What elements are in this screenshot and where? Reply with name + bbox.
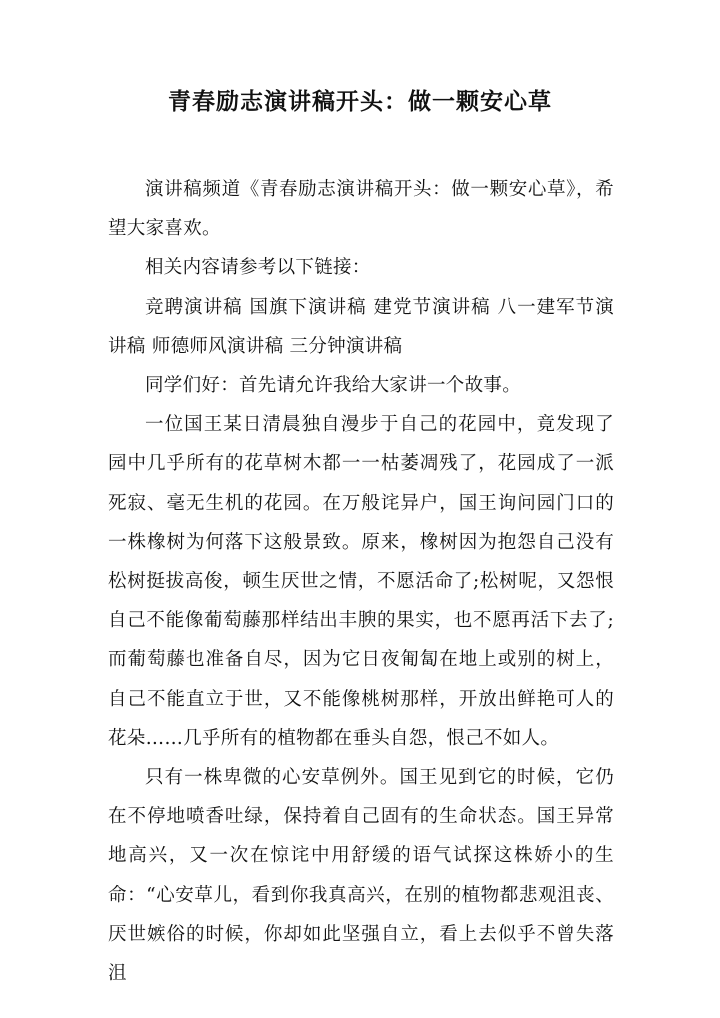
paragraph-greeting: 同学们好：首先请允许我给大家讲一个故事。 (145, 375, 522, 397)
document-body (108, 170, 614, 993)
paragraph-intro: 演讲稿频道《青春励志演讲稿开头：做一颗安心草》，希望大家喜欢。 (108, 179, 614, 240)
paragraph-heartsease: 只有一株卑微的心安草例外。国王见到它的时候，它仍在不停地喷香吐绿，保持着自己固有的生命状态。国王异常地高兴，又一次在惊诧中用舒缓的语气试探这株娇小的生命：“心安草儿，看到你我真高兴，在别的植物都悲观沮丧、厌世嫉俗的时候，你却如此坚强自立，看上去似乎不曾失落沮 (108, 767, 614, 985)
paragraph-related-links: 竞聘演讲稿 国旗下演讲稿 建党节演讲稿 八一建军节演讲稿 师德师风演讲稿 三分钟演讲稿 (108, 296, 614, 357)
document-title: 青春励志演讲稿开头：做一颗安心草 (168, 89, 552, 115)
paragraph-story: 一位国王某日清晨独自漫步于自己的花园中，竟发现了园中几乎所有的花草树木都一一枯萎凋残了，花园成了一派死寂、毫无生机的花园。在万般诧异户，国王询问园门口的一株橡树为何落下这般景致。原来，橡树因为抱怨自己没有松树挺拔高俊，顿生厌世之情，不愿活命了;松树呢，又怨恨自己不能像葡萄藤那样结出丰腴的果实，也不愿再活下去了;而葡萄藤也准备自尽，因为它日夜匍匐在地上或别的树上，自己不能直立于世，又不能像桃树那样，开放出鲜艳可人的花朵……几乎所有的植物都在垂头自怨，恨己不如人。 (108, 414, 614, 749)
paragraph-related-links-label: 相关内容请参考以下链接： (145, 257, 371, 279)
